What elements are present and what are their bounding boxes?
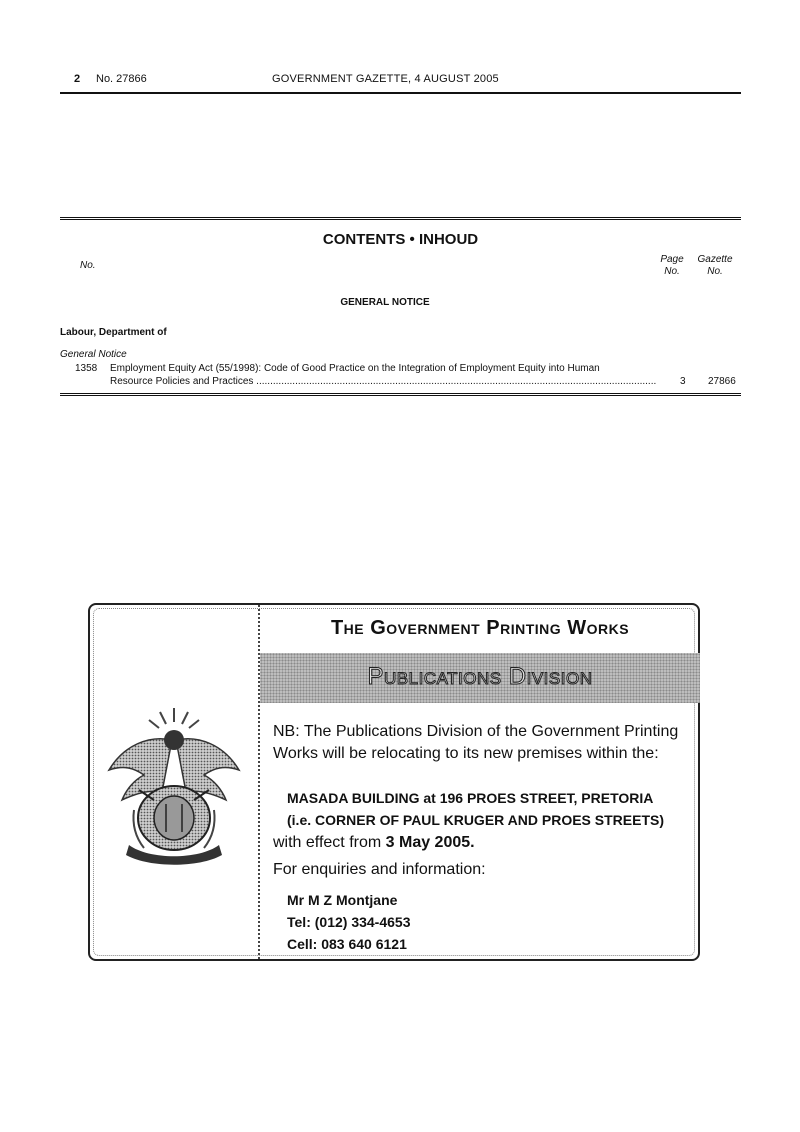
column-header-page-line2: No. <box>664 266 680 277</box>
column-header-gazette-line1: Gazette <box>697 254 733 265</box>
contact-name: Mr M Z Montjane <box>287 892 398 908</box>
page-number: 2 <box>74 73 81 85</box>
division-band <box>260 653 700 703</box>
section-heading: GENERAL NOTICE <box>340 297 430 308</box>
entry-number: 1358 <box>75 363 98 374</box>
subsection-heading: General Notice <box>60 349 127 360</box>
column-header-gazette-line2: No. <box>707 266 723 277</box>
effective-date-value: 3 May 2005. <box>385 834 475 851</box>
column-header-gazette <box>692 254 738 278</box>
contents-table <box>60 217 741 397</box>
entry-page-number: 3 <box>680 376 686 387</box>
entry-title-line2 <box>110 376 656 387</box>
page-header <box>60 70 741 94</box>
entry-title-line2-text: Resource Policies and Practices <box>110 376 254 387</box>
column-header-no: No. <box>80 260 96 271</box>
column-header-page-line1: Page <box>660 254 684 265</box>
column-header-page <box>650 254 694 278</box>
relocation-text: NB: The Publications Division of the Government Printing Works will be relocating to its new premises within the: <box>273 723 679 762</box>
coat-of-arms-icon <box>104 700 244 870</box>
relocation-notice-box <box>88 603 700 961</box>
box-heading: The Government Printing Works <box>330 617 630 639</box>
contact-details <box>287 889 410 955</box>
address-line1: MASADA BUILDING at 196 PROES STREET, PRETORIA <box>287 790 654 806</box>
enquiries-label: For enquiries and information: <box>273 861 486 878</box>
issue-number: No. 27866 <box>96 73 147 85</box>
division-title: Publications Division <box>367 663 593 690</box>
gazette-title: GOVERNMENT GAZETTE, 4 AUGUST 2005 <box>272 73 499 85</box>
contact-cell: Cell: 083 640 6121 <box>287 936 407 952</box>
entry-title-line1: Employment Equity Act (55/1998): Code of Good Practice on the Integration of Employment Equity into Human <box>110 363 600 374</box>
contents-title: CONTENTS • INHOUD <box>322 231 479 248</box>
contents-top-rule <box>60 217 741 220</box>
contents-bottom-rule <box>60 393 741 396</box>
address-line2: (i.e. CORNER OF PAUL KRUGER AND PROES STREETS) <box>287 812 664 828</box>
effective-date-prefix: with effect from <box>273 834 382 851</box>
contact-tel: Tel: (012) 334-4653 <box>287 914 411 930</box>
entry-gazette-number: 27866 <box>708 376 736 387</box>
effective-date <box>273 834 475 852</box>
department-heading: Labour, Department of <box>60 327 167 338</box>
